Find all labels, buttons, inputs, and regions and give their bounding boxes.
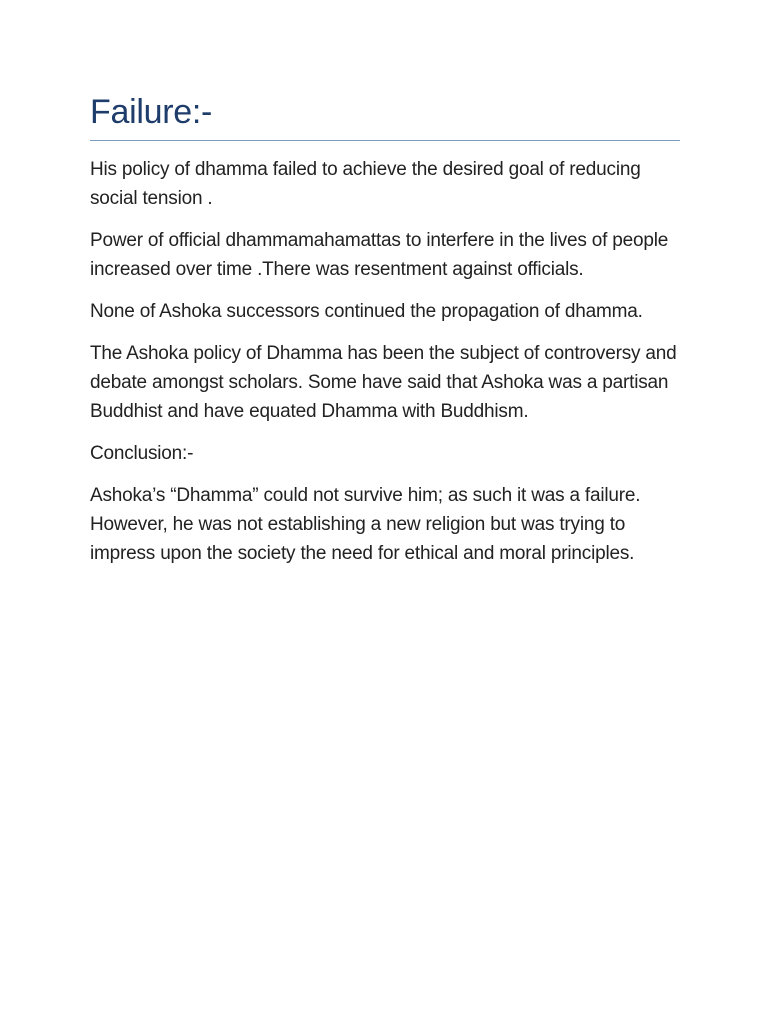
section-heading: Failure:- [90,93,212,131]
paragraph-controversy: The Ashoka policy of Dhamma has been the subject of controversy and debate amongst scholars. Some have said that Ashoka was a partisan Buddhist and have equated Dhamma with Buddhism. [90,343,677,422]
paragraph-successors: None of Ashoka successors continued the propagation of dhamma. [90,301,643,322]
paragraph-conclusion: Ashoka’s “Dhamma” could not survive him; as such it was a failure. However, he was not establishing a new religion but was trying to impress upon the society the need for ethical and moral principles. [90,485,641,564]
paragraph-policy-failure: His policy of dhamma failed to achieve the desired goal of reducing social tension . [90,159,641,209]
paragraph-officials-power: Power of official dhammamahamattas to interfere in the lives of people increased over time .There was resentment against officials. [90,230,669,280]
conclusion-label: Conclusion:- [90,443,194,464]
heading-divider [90,140,680,141]
